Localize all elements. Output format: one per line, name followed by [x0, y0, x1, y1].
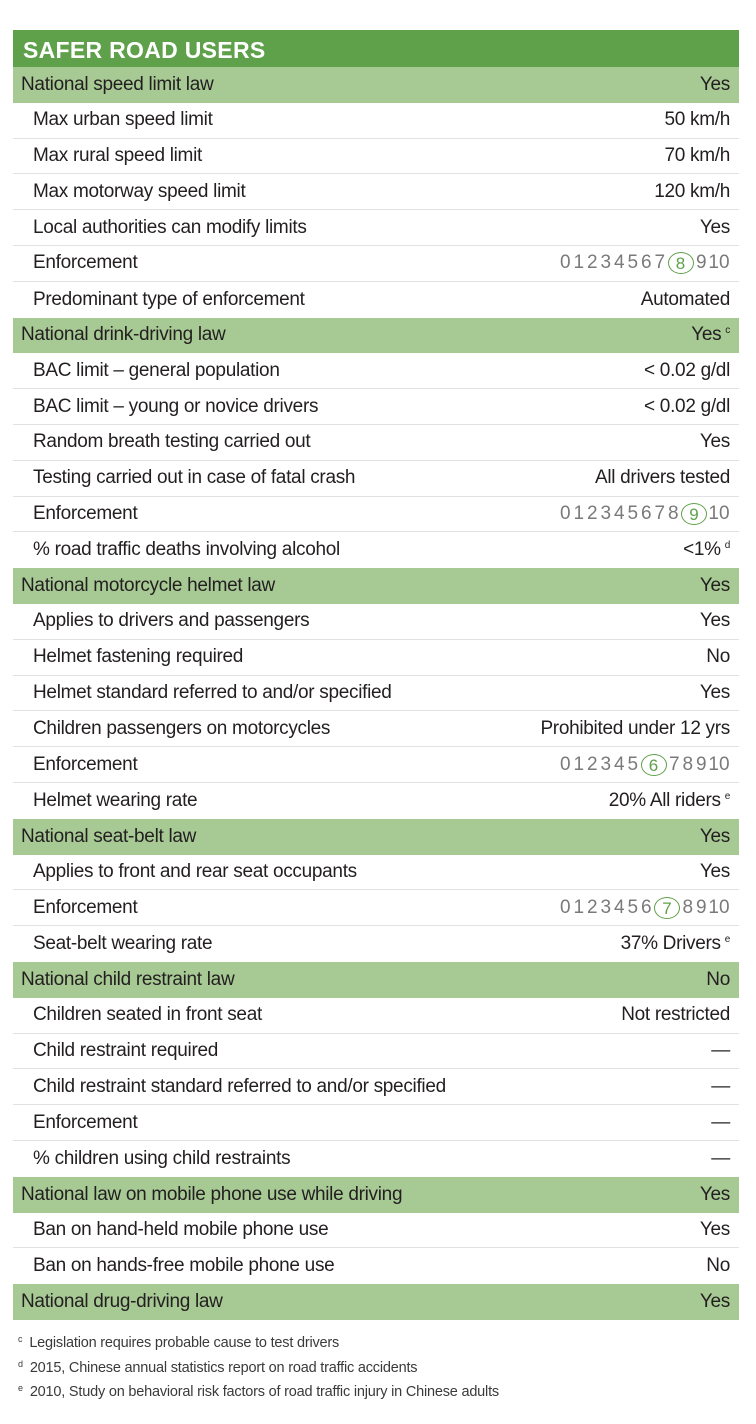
table-row: [13, 210, 739, 246]
table-row: [13, 174, 739, 210]
enforcement-score: 4: [613, 896, 625, 918]
row-value-text: 70 km/h: [664, 144, 730, 166]
row-value: [654, 181, 730, 203]
law-name: National motorcycle helmet law: [21, 575, 275, 597]
law-status: [700, 1184, 730, 1206]
enforcement-score: 6: [640, 896, 652, 918]
enforcement-score: 1: [573, 753, 585, 775]
enforcement-score: 5: [627, 252, 639, 274]
row-label: Helmet wearing rate: [33, 789, 198, 811]
row-label: Enforcement: [33, 1111, 138, 1133]
enforcement-score-selected: 9: [681, 503, 707, 525]
enforcement-score: 0: [559, 753, 571, 775]
row-label: Predominant type of enforcement: [33, 288, 305, 310]
enforcement-score: 7: [654, 252, 666, 274]
row-label: % road traffic deaths involving alcohol: [33, 539, 340, 561]
row-label: Local authorities can modify limits: [33, 216, 307, 238]
law-header-row: [13, 568, 739, 604]
table-row: [13, 139, 739, 175]
enforcement-score: 4: [613, 753, 625, 775]
law-name: National seat-belt law: [21, 825, 197, 847]
table-row: [13, 461, 739, 497]
row-value: [711, 1076, 730, 1098]
row-value: [700, 217, 730, 239]
table-row: [13, 711, 739, 747]
row-value-text: —: [711, 1111, 730, 1133]
row-value-text: Yes: [699, 610, 730, 632]
table-row: [13, 532, 739, 568]
footnote-marker: d: [724, 540, 730, 552]
row-value-text: Not restricted: [621, 1004, 730, 1026]
enforcement-scale: [559, 754, 731, 776]
enforcement-score: 6: [640, 252, 652, 274]
row-label: Enforcement: [33, 502, 138, 524]
row-value: [621, 933, 730, 955]
footnote-text: Legislation requires probable cause to test drivers: [29, 1335, 340, 1351]
footnote-mark: e: [18, 1383, 23, 1393]
law-status: [700, 575, 730, 597]
law-status-text: Yes: [699, 1183, 730, 1205]
row-value-text: No: [706, 646, 730, 668]
enforcement-score: 9: [695, 252, 707, 274]
footnote: [18, 1378, 499, 1403]
row-value: [621, 1004, 730, 1026]
enforcement-scale: [559, 897, 731, 919]
row-label: Random breath testing carried out: [33, 431, 311, 453]
row-value-text: 50 km/h: [664, 109, 730, 131]
row-value: [665, 109, 731, 131]
enforcement-score: 8: [682, 753, 694, 775]
footnote-mark: d: [18, 1358, 23, 1369]
table-body: [13, 67, 739, 1320]
row-label: BAC limit – young or novice drivers: [33, 395, 319, 417]
enforcement-score: 10: [708, 753, 730, 775]
enforcement-score: 1: [573, 896, 585, 918]
enforcement-score: 10: [708, 896, 730, 918]
row-value-text: —: [711, 1147, 730, 1169]
enforcement-score: 3: [600, 896, 612, 918]
enforcement-score: 9: [695, 896, 707, 918]
enforcement-score: 0: [559, 896, 571, 918]
footnote-marker: e: [724, 934, 730, 946]
enforcement-score: 0: [559, 502, 571, 524]
table-row: [13, 1248, 739, 1284]
table-row: [13, 389, 739, 425]
row-label: Seat-belt wearing rate: [33, 933, 213, 955]
row-label: Ban on hands-free mobile phone use: [33, 1255, 335, 1277]
enforcement-score: 6: [640, 502, 652, 524]
table-row: [13, 282, 739, 318]
row-value-text: —: [711, 1075, 730, 1097]
row-value-text: All drivers tested: [594, 467, 730, 489]
footnote-text: 2015, Chinese annual statistics report on road traffic accidents: [29, 1359, 418, 1376]
enforcement-score: 5: [627, 896, 639, 918]
table-row: [13, 640, 739, 676]
row-value-text: 120 km/h: [654, 180, 730, 202]
row-value-text: Prohibited under 12 yrs: [540, 717, 730, 739]
row-value-text: 37% Drivers: [620, 933, 721, 955]
enforcement-score: 3: [600, 502, 612, 524]
enforcement-score-selected: 6: [641, 754, 667, 776]
row-value-text: —: [711, 1039, 730, 1061]
law-status: [691, 324, 730, 346]
enforcement-score: 9: [695, 753, 707, 775]
row-value: [700, 682, 730, 704]
row-value: [706, 646, 730, 668]
table-row: [13, 1141, 739, 1177]
enforcement-score: 4: [613, 252, 625, 274]
enforcement-score: 7: [668, 753, 680, 775]
row-value-text: Yes: [699, 216, 730, 238]
law-status-text: Yes: [699, 73, 730, 95]
law-name: National speed limit law: [21, 73, 214, 95]
section-title: SAFER ROAD USERS: [13, 30, 739, 67]
footnote-marker: c: [725, 325, 730, 337]
law-status-text: Yes: [699, 1290, 730, 1312]
law-header-row: [13, 1284, 739, 1320]
row-label: % children using child restraints: [33, 1147, 291, 1169]
table-row: [13, 497, 739, 533]
enforcement-score: 10: [708, 252, 730, 274]
law-header-row: [13, 962, 739, 998]
table-row: [13, 1034, 739, 1070]
footnote: [18, 1354, 499, 1379]
row-label: Helmet standard referred to and/or specified: [33, 681, 392, 703]
row-value: [706, 1255, 730, 1277]
row-value: [711, 1040, 730, 1062]
enforcement-score: 10: [708, 502, 730, 524]
law-status: [700, 826, 730, 848]
footnote-marker: e: [724, 790, 730, 802]
row-value: [700, 1219, 730, 1241]
enforcement-score: 1: [573, 502, 585, 524]
row-value: [700, 431, 730, 453]
table-row: [13, 604, 739, 640]
enforcement-score: 1: [573, 252, 585, 274]
row-value-text: < 0.02 g/dl: [644, 395, 730, 417]
row-value: [609, 790, 730, 812]
row-value: [540, 718, 730, 740]
row-value-text: < 0.02 g/dl: [644, 359, 730, 381]
enforcement-scale: [559, 503, 731, 525]
table-row: [13, 353, 739, 389]
row-value: [644, 360, 730, 382]
enforcement-score: 2: [586, 502, 598, 524]
row-value: [641, 289, 730, 311]
table-row: [13, 1069, 739, 1105]
table-row: [13, 747, 739, 783]
row-value: [711, 1112, 730, 1134]
footnote: [18, 1329, 499, 1354]
law-header-row: [13, 1177, 739, 1213]
enforcement-score: 3: [600, 753, 612, 775]
footnote-text: 2010, Study on behavioral risk factors of road traffic injury in Chinese adults: [29, 1384, 499, 1400]
table-row: [13, 998, 739, 1034]
row-label: Children passengers on motorcycles: [33, 717, 331, 739]
enforcement-scale: [559, 252, 731, 274]
enforcement-score-selected: 8: [668, 252, 694, 274]
enforcement-score: 5: [627, 753, 639, 775]
law-status-text: No: [706, 968, 730, 990]
row-label: Max rural speed limit: [33, 144, 202, 166]
enforcement-score: 2: [586, 896, 598, 918]
table-row: [13, 783, 739, 819]
enforcement-score: 8: [682, 896, 694, 918]
enforcement-score: 7: [654, 502, 666, 524]
table-row: [13, 1105, 739, 1141]
enforcement-score-selected: 7: [654, 897, 680, 919]
row-value-text: Yes: [699, 681, 730, 703]
enforcement-score: 2: [586, 753, 598, 775]
row-label: Child restraint required: [33, 1039, 218, 1061]
law-status-text: Yes: [699, 575, 730, 597]
law-status: [700, 1291, 730, 1313]
row-label: BAC limit – general population: [33, 359, 280, 381]
law-status-text: Yes: [691, 324, 722, 346]
law-status: [700, 74, 730, 96]
row-value: [683, 539, 730, 561]
enforcement-score: 2: [586, 252, 598, 274]
table-row: [13, 246, 739, 282]
row-value: [644, 396, 730, 418]
row-value: [700, 861, 730, 883]
row-label: Ban on hand-held mobile phone use: [33, 1218, 329, 1240]
row-value: [711, 1148, 730, 1170]
row-value-text: Yes: [699, 860, 730, 882]
row-label: Children seated in front seat: [33, 1004, 262, 1026]
row-value-text: Yes: [699, 431, 730, 453]
table-row: [13, 926, 739, 962]
law-name: National child restraint law: [21, 968, 235, 990]
law-status: [706, 969, 730, 991]
road-users-table: [13, 30, 739, 1320]
table-row: [13, 1213, 739, 1249]
row-value-text: Yes: [699, 1218, 730, 1240]
row-value: [665, 145, 731, 167]
row-value-text: 20% All riders: [608, 789, 721, 811]
row-label: Applies to drivers and passengers: [33, 610, 310, 632]
footnote-mark: c: [18, 1334, 23, 1344]
law-name: National drink-driving law: [21, 324, 226, 346]
row-label: Max motorway speed limit: [33, 180, 246, 202]
row-label: Enforcement: [33, 252, 138, 274]
table-row: [13, 103, 739, 139]
table-row: [13, 855, 739, 891]
row-label: Applies to front and rear seat occupants: [33, 860, 357, 882]
row-label: Max urban speed limit: [33, 109, 213, 131]
law-header-row: [13, 67, 739, 103]
row-label: Enforcement: [33, 753, 138, 775]
table-row: [13, 676, 739, 712]
row-value: [595, 467, 730, 489]
row-label: Helmet fastening required: [33, 646, 244, 668]
law-name: National law on mobile phone use while driving: [21, 1183, 403, 1205]
row-label: Testing carried out in case of fatal crash: [33, 467, 356, 489]
table-row: [13, 425, 739, 461]
enforcement-score: 5: [627, 502, 639, 524]
footnotes: [18, 1329, 499, 1403]
row-value: [700, 610, 730, 632]
row-label: Child restraint standard referred to and/or specified: [33, 1075, 446, 1097]
enforcement-score: 3: [600, 252, 612, 274]
law-header-row: [13, 819, 739, 855]
row-value-text: No: [706, 1255, 730, 1277]
row-label: Enforcement: [33, 896, 138, 918]
law-name: National drug-driving law: [21, 1290, 223, 1312]
enforcement-score: 0: [559, 252, 571, 274]
table-row: [13, 890, 739, 926]
law-header-row: [13, 318, 739, 354]
row-value-text: Automated: [640, 288, 730, 310]
enforcement-score: 4: [613, 502, 625, 524]
law-status-text: Yes: [699, 825, 730, 847]
row-value-text: <1%: [683, 539, 721, 561]
enforcement-score: 8: [667, 502, 679, 524]
